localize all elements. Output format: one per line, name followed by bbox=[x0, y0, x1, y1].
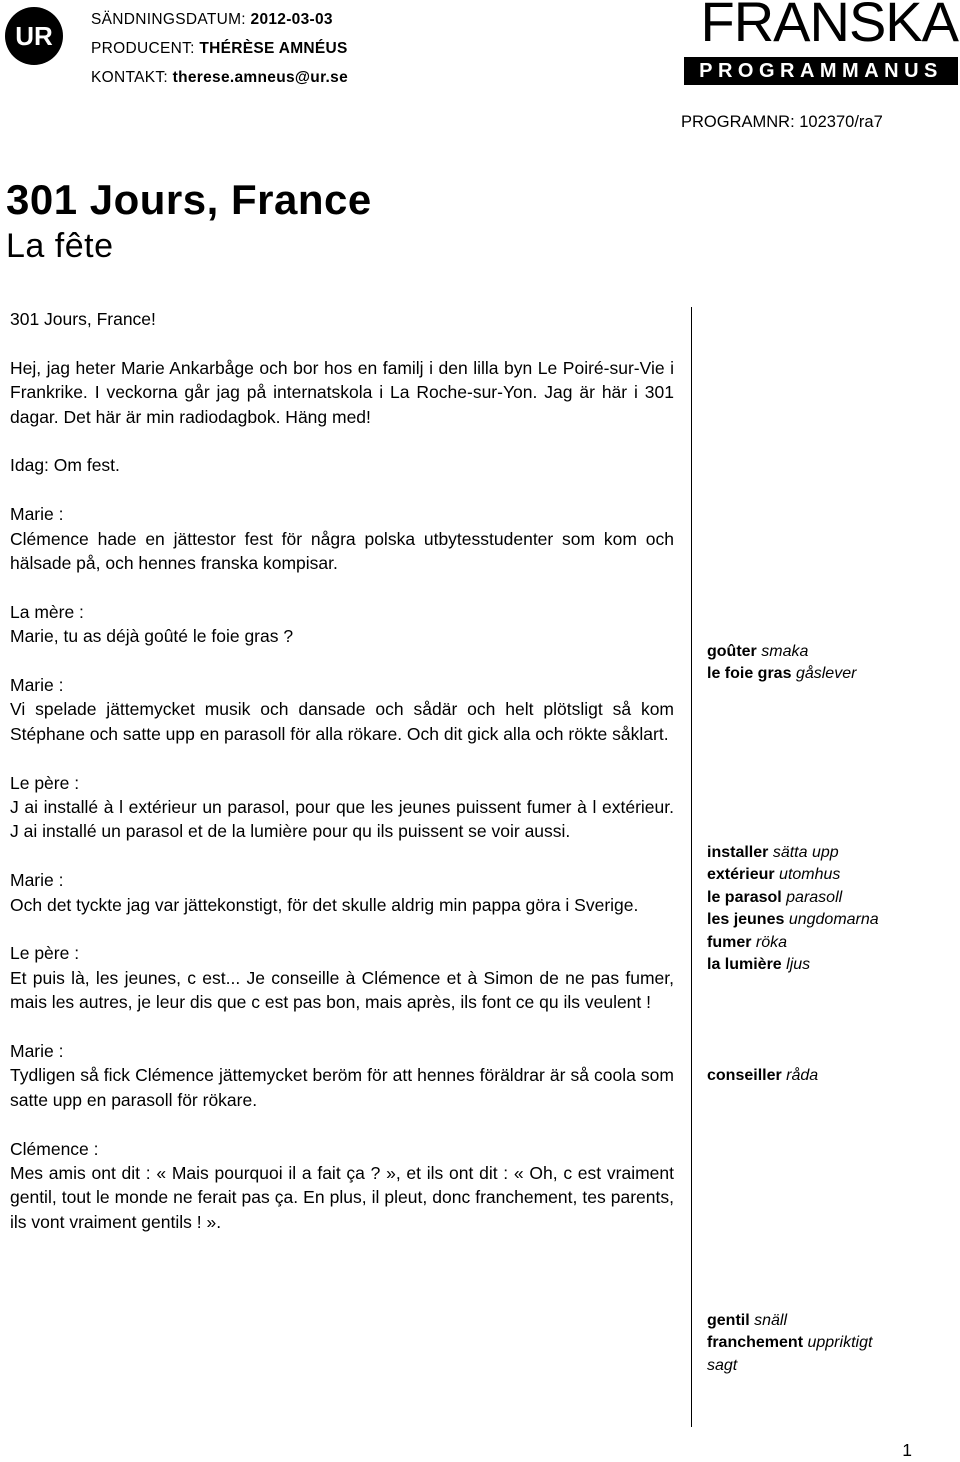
page-number: 1 bbox=[902, 1440, 912, 1460]
ur-logo bbox=[4, 6, 64, 66]
glossary-term: le foie gras bbox=[707, 665, 792, 683]
glossary-entry bbox=[707, 641, 856, 663]
contact-line bbox=[91, 63, 348, 92]
glossary-entry bbox=[707, 663, 856, 685]
glossary-term: la lumière bbox=[707, 956, 782, 974]
glossary-entry bbox=[707, 1310, 872, 1332]
document-subtitle: La fête bbox=[6, 227, 114, 265]
glossary-entry bbox=[707, 909, 879, 931]
glossary-group bbox=[707, 1310, 872, 1377]
dialogue-turn bbox=[10, 673, 674, 746]
glossary-translation: snäll bbox=[754, 1312, 788, 1329]
broadcast-date-label: SÄNDNINGSDATUM: bbox=[91, 11, 251, 28]
speech-text: Tydligen så fick Clémence jättemycket beröm för att hennes föräldrar är så coola som satte upp en parasoll för rökare. bbox=[10, 1065, 674, 1110]
glossary-entry bbox=[707, 887, 879, 909]
glossary-term: installer bbox=[707, 844, 769, 861]
glossary-translation: parasoll bbox=[786, 888, 843, 906]
speaker-label: Le père : bbox=[10, 772, 80, 793]
glossary-entry bbox=[707, 842, 879, 864]
glossary-translation: sagt bbox=[707, 1356, 738, 1374]
dialogue-turn bbox=[10, 502, 674, 575]
glossary-term: goûter bbox=[707, 643, 757, 660]
broadcast-date: 2012-03-03 bbox=[250, 11, 333, 28]
glossary-entry bbox=[707, 932, 879, 954]
series-subtitle-bar: PROGRAMMANUS bbox=[684, 57, 958, 85]
dialogue-turn bbox=[10, 868, 674, 917]
glossary-entry bbox=[707, 954, 879, 976]
glossary-group bbox=[707, 1065, 818, 1087]
speaker-label: Marie : bbox=[10, 504, 64, 525]
speaker-label: Clémence : bbox=[10, 1138, 99, 1159]
topic-line: Idag: Om fest. bbox=[10, 455, 120, 476]
column-divider bbox=[691, 307, 692, 1427]
speech-text: Et puis là, les jeunes, c est... Je conseille à Clémence et à Simon de ne pas fumer, mais les autres, je leur dis que c est pas bon, mais après, ils font ce qu ils veulent ! bbox=[10, 967, 674, 1013]
glossary-translation: råda bbox=[786, 1067, 819, 1084]
speaker-label: Marie : bbox=[10, 1041, 64, 1062]
glossary-term: fumer bbox=[707, 933, 752, 951]
glossary-translation: ungdomarna bbox=[788, 911, 879, 929]
glossary-translation: uppriktigt bbox=[807, 1334, 873, 1352]
glossary-translation: utomhus bbox=[779, 866, 841, 884]
dialogue-turn bbox=[10, 1039, 674, 1112]
glossary-term: gentil bbox=[707, 1312, 750, 1329]
speech-text: Och det tyckte jag var jättekonstigt, för det skulle aldrig min pappa göra i Sverige. bbox=[10, 894, 639, 915]
speech-text: J ai installé à l extérieur un parasol, pour que les jeunes puissent fumer à l extérieur. J ai installé un parasol et de la lumière pour qu ils puissent se voir aussi. bbox=[10, 797, 674, 842]
glossary-entry bbox=[707, 1355, 872, 1377]
speech-text: Clémence hade en jättestor fest för några polska utbytesstudenter som kom och hälsade på, och hennes franska kompisar. bbox=[10, 528, 674, 574]
glossary-term: le parasol bbox=[707, 888, 782, 906]
glossary-translation: röka bbox=[755, 933, 788, 951]
contact-label: KONTAKT: bbox=[91, 69, 173, 86]
glossary-translation: gåslever bbox=[795, 665, 857, 683]
producer-line bbox=[91, 34, 348, 63]
speaker-label: Le père : bbox=[10, 943, 80, 964]
speaker-label: Marie : bbox=[10, 675, 64, 696]
glossary-translation: ljus bbox=[786, 956, 811, 974]
producer-label: PRODUCENT: bbox=[91, 40, 200, 57]
dialogue-turn bbox=[10, 941, 674, 1014]
document-title: 301 Jours, France bbox=[6, 176, 372, 223]
glossary-translation: smaka bbox=[761, 643, 809, 660]
transcript bbox=[10, 307, 674, 1259]
speech-text: Vi spelade jättemycket musik och dansade och sådär och helt plötsligt så kom Stéphane och satte upp en parasoll för alla rökare. Och dit gick alla och rökte såklart. bbox=[10, 699, 674, 744]
glossary-entry bbox=[707, 1065, 818, 1087]
glossary-entry bbox=[707, 1332, 872, 1354]
dialogue bbox=[10, 502, 674, 1234]
glossary-group bbox=[707, 641, 856, 686]
dialogue-turn bbox=[10, 771, 674, 844]
glossary-term: les jeunes bbox=[707, 911, 785, 929]
intro-line: 301 Jours, France! bbox=[10, 309, 156, 329]
glossary-term: franchement bbox=[707, 1334, 804, 1352]
glossary-group bbox=[707, 842, 879, 976]
series-title: FRANSKA bbox=[700, 0, 958, 53]
contact-email[interactable]: therese.amneus@ur.se bbox=[172, 69, 348, 86]
series-block bbox=[684, 0, 958, 85]
speech-text: Mes amis ont dit : « Mais pourquoi il a fait ça ? », et ils ont dit : « Oh, c est vraiment gentil, tout le monde ne ferait pas ça. En plus, il pleut, donc franchement, tes parents, ils vont vraiment gentils ! ». bbox=[10, 1163, 674, 1232]
glossary-term: extérieur bbox=[707, 866, 775, 884]
document-meta bbox=[91, 5, 348, 92]
dialogue-turn bbox=[10, 1137, 674, 1235]
glossary-translation: sätta upp bbox=[772, 844, 839, 861]
speaker-label: Marie : bbox=[10, 870, 64, 891]
producer-name: THÉRÈSE AMNÉUS bbox=[199, 40, 348, 57]
dialogue-turn bbox=[10, 600, 674, 649]
glossary-entry bbox=[707, 864, 879, 886]
intro-paragraph: Hej, jag heter Marie Ankarbåge och bor hos en familj i den lilla byn Le Poiré-sur-Vie i Frankrike. I veckorna går jag på internatskola i La Roche-sur-Yon. Jag är här i 301 dagar. Det här är min radiodagbok. Häng med! bbox=[10, 357, 674, 427]
svg-text:UR: UR bbox=[15, 21, 53, 51]
glossary-term: conseiller bbox=[707, 1067, 782, 1084]
speaker-label: La mère : bbox=[10, 601, 84, 622]
program-number: PROGRAMNR: 102370/ra7 bbox=[681, 113, 883, 131]
speech-text: Marie, tu as déjà goûté le foie gras ? bbox=[10, 626, 294, 647]
broadcast-date-line bbox=[91, 5, 348, 34]
